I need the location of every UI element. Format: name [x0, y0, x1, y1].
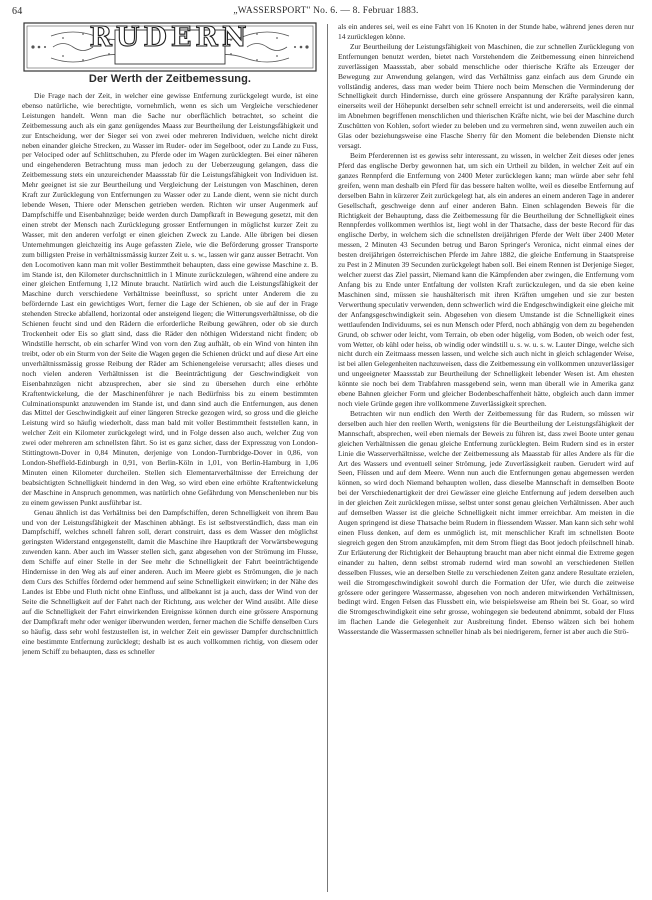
right-paragraph-2: Zur Beurtheilung der Leistungsfähigkeit von Maschinen, die zur schnellen Zurücklegung von Entfernungen benutzt werden, bietet nach Vorstehendem die Zeitbemessung einen hinreichend zuverlässigen Maassstab, aber sobald menschliche oder thierische Kräfte als Erzeuger der Bewegung zur Anwendung gelangen, wird das Verhältniss ganz einfach aus dem Grunde ein vollständig anderes, dass man weder beim Thiere noch beim Menschen die Verminderung der Schnelligkeit durch Hindernisse, durch eine grössere Anspannung der Kräfte paralysiren kann, einerseits weil der Höhepunkt derselben sehr schnell erreicht ist und andererseits, weil die einmal im Abnehmen begriffenen menschlichen und thierischen Kräfte nicht, wie bei der Maschine durch Zuschütten von Kohlen, sofort wieder zu beleben und zu vermehren sind, wenn zuweilen auch ein Glas oder beziehungsweise eine Flasche Sherry für den Moment die belebenden Dienste nicht versagt.	[338, 41, 634, 151]
page-number: 64	[12, 6, 23, 17]
right-column	[338, 22, 634, 894]
right-paragraph-3: Beim Pferderennen ist es gewiss sehr interessant, zu wissen, in welcher Zeit dieses oder jenes Pferd das englische Derby gewonnen hat, um sich ein Urtheil zu bilden, in welcher Zeit auf ein ganzes Rennpferd die Entfernung von 2400 Meter zurücklegen kann; man würde aber sehr fehl greifen, wenn man deshalb ein Pferd für das bessere halten wollte, weil es dieselbe Entfernung auf derselben Bahn in kürzerer Zeit zurückgelegt hat, als ein anderes an einem anderen Tage in anderer Gesellschaft, geschweige denn auf einer anderen Bahn. Einen schlagenden Beweis für die Richtigkeit der Behauptung, dass die Zeitbemessung für die Beurtheilung der Schnelligkeit eines Rennpferdes vollkommen werthlos ist, liegt wohl in der Thatsache, dass der beste Record für das englische Derby, in welchem sich die schnellsten dreijährigen Pferde der Welt über 2400 Meter messen, 2 Minuten 43 Secunden betrug und Baron Springer's Veronica, nicht einmal eines der besten dreijährigen österreichischen Pferde im Jahre 1882, die gleiche Entfernung in Staatspreise zu Pest in 2 Minuten 39 Secunden zurückgelegt haben soll. Bei einem Rennen ist Derjenige Sieger, welcher zuerst das Ziel passirt, Niemand kann die Kämpfenden aber zwingen, die Entfernung vom Anfang bis zu Ende unter Entfaltung der vollsten Kraft zurückzulegen, und da sie eben keine Maschinen sind, müssen sie haushälterisch mit ihren Kräften umgehen und sie zur besten Verwerthung speculativ verwenden, denn schwerlich wird die Endgeschwindigkeit eine gleiche mit der Anfangsgeschwindigkeit sein. Abgesehen von diesem Umstande ist die Schnelligkeit eines wettlaufenden Individuums, sei es nun Mensch oder Pferd, noch abhängig von dem zu begehenden Grund, ob schwer oder leicht, vom Terrain, ob eben oder hügelig, vom Boden, ob weich oder fest, vom Wetter, ob kühl oder heiss, ob windig oder windstill u. s. w. u. s. w. Lauter Dinge, welche sich nicht durch ein Zeitmaass messen lassen, und welche sich auch nicht in gleich schlagender Weise, ist bei allen Gelegenheiten nachzuweisen, dass die Zeitbemessung ein vollkommen unzuverlässiger und ungeeigneter Maassstab zur Beurtheilung der Schnelligkeit lebender Wesen ist. Am ehesten könnte sie noch bei dem Trabfahren massgebend sein, wenn man überall wie in Amerika ganz ebene Bahnen gleicher Form und gleicher Bodenbeschaffenheit hätte, obgleich auch dann immer noch viele Gründe gegen ihre vollkommene Zuverlässigkeit sprechen.	[338, 150, 634, 409]
section-banner-label: RUDERN	[89, 22, 251, 53]
left-column	[22, 22, 318, 894]
left-paragraph-1: Die Frage nach der Zeit, in welcher eine gewisse Entfernung zurückgelegt wurde, ist eine ebenso natürliche, wie berechtigte, vornehmlich, wenn es sich um Vergleiche verschiedener Leistungen handelt. Wenn man die Sache nur oberflächlich betrachtet, so scheint die Zeitbemessung auch als ein ganz genügendes Maass zur Beurtheilung der Leistungsfähigkeit und zur Entscheidung, wer der Sieger sei von zwei oder mehreren Individuen, welche nicht direkt neben einander gleiche Strecken, zu Wasser im Ruder- oder im Segelboot, oder zu Lande zu Fuss, per Velociped oder auf Schlittschuhen, zu Pferde oder im Wagen zurücklegten. Bei einer näheren und eingehenderen Betrachtung muss man jedoch zu der Ueberzeugung gelangen, dass die Zeitbemessung stets ein unzureichender Maassstab für die Leistungsfähigkeit von Individuen ist. Mehr geeignet ist sie zur Beurtheilung und Vergleichung der Leistungen von Maschinen, deren Kraft zur Zurücklegung von Entfernungen zu Wasser oder zu Lande dient, wenn sie nicht durch lebende Wesen, Thiere oder Menschen getrieben werden. Richten wir unser Augenmerk auf Dampfschiffe und Eisenbahnzüge; beide werden durch Dampfkraft in Bewegung gesetzt, mit den einen strebt der Mensch nach Zurücklegung grosser Entfernungen in möglichst kurzer Zeit zu Wasser, mit den anderen verfolgt er einen gleichen Zweck zu Lande. Alle übrigen bei diesen Unternehmungen gleichzeitig ins Auge gefassten Ziele, wie die Beförderung grosser Transporte zum billigsten Preise in verhältnissmässig kurzer Zeit u. s. w., lassen wir ganz ausser Betracht. Von den Locomotiven kann man mit voller Bestimmtheit behaupten, dass eine gewisse Maschine z. B. im Stande ist, den Kilometer durchschnittlich in 1 Minute zurückzulegen, während eine andere zu einer gleichen Entfernung 1,12 Minute braucht. Natürlich wird auch die Leistungsfähigkeit der Maschine durch verschiedene Verhältnisse beeinflusst, so spricht unter Anderem die zu befördernde Last ein gewichtiges Wort, ferner die Lage der Schienen, ob sie auf der in Frage stehenden Strecke abfallend, horizontal oder ansteigend liegen; die Witterungsverhältnisse, ob die Schienen feucht sind und den Rädern die erforderliche Reibung gewähren, oder ob sie durch Trockenheit oder Eis so glatt sind, dass die Räder den nöthigen Widerstand nicht finden; ob Windstille herrscht, ob ein scharfer Wind von vorn den Zug aufhält, ob ein Wind von hinten ihn treibt, oder ob ein Sturm von der Seite die Wagen gegen die Schienen drückt und auf diese Art eine unverhältnissmässig grosse Reibung der Räder am Schienengeleise verursacht; alles dieses und noch vielen anderen Verhältnissen ist die Beeinträchtigung der Geschwindigkeit von Eisenbahnzügen nicht abzusprechen, aber sie sind zu übersehen durch eine erhöhte Kraftentwickelung, die der Maschinenführer je nach Bedürfniss bis zu einem bestimmten Culminationspunkt anzuwenden im Stande ist, und dann sind auch die Entfernungen, aus denen das Mittel der Geschwindigkeit auf einer längeren Strecke gezogen wird, so gross und die gleiche Leistung wird so häufig wiederholt, dass man bald mit voller Bestimmtheit feststellen kann, in welcher Zeit ein Kilometer zurückgelegt wird, und in Folge dessen also auch, welcher Zug von zwei oder mehreren am schnellsten fährt. So ist es ganz sicher, dass der Expresszug von London-Stittingtown-Dover in 0,84 Minuten, derjenige von London-Turnbridge-Dover in 0,86, von London-Sheffield-Edinburgh in 0,91, von Berlin-Köln in 1,01, von Berlin-Hamburg in 1,06 Minuten einen Kilometer durcheilen. Stellen sich Elementarverhältnisse der Erreichung der beabsichtigten Schnelligkeit hindernd in den Weg, so wird eben eine erhöhte Kraftentwickelung der Maschine in Anspruch genommen, was natürlich ohne Gefährdung von Menschenleben nur bis zu einem gewissen Punkt ausführbar ist.	[22, 90, 318, 507]
right-paragraph-4: Betrachten wir nun endlich den Werth der Zeitbemessung für das Rudern, so müssen wir derselben auch hier den reellen Werth, wenigstens für die Beurtheilung der Leistungsfähigkeit der Mannschaft, absprechen, weil eben niemals der Beweis zu führen ist, dass zwei Boote unter genau gleichen Verhältnissen die genau gleiche Entfernung zurücklegten. Beim Rudern sind es in erster Linie die Wasserverhältnisse, welche der Zeitbemessung als Maasstab für alles Andere als für die Art des Wassers und eventuell seiner Strömung, jede Zuverlässigkeit rauben. Gerudert wird auf Seen, Flüssen und auf dem Meere. Wenn nun auch die Entfernungen genau abgemessen werden können, so wird doch Niemand behaupten wollen, dass dieselbe Mannschaft in demselben Boote bei der Verschiedenartigkeit der drei Gewässer eine gleiche Entfernung auf jedem derselben auch in der gleichen Zeit zurücklegen müsse, selbst unter sonst genau gleichen Verhältnissen. Aber auch auf demselben Wasser ist die gleiche Schnelligkeit nicht immer erreichbar. Am meisten in die Augen springend ist diese Thatsache beim Rudern in fliessendem Wasser. Man kann sich sehr wohl einen Fluss denken, auf dem es unmöglich ist, mit menschlicher Kraft im schnellsten Boote siegreich gegen den Strom anzukämpfen, mit dem Strom fliegt das Boot jedoch pfeilschnell hinab. Zur Erläuterung der Richtigkeit der Behauptung braucht man aber nicht einmal die Extreme gegen einander zu halten, denn selbst stromab rudernd wird man sowohl an verschiedenen Stellen desselben Flusses, wie an derselben Stelle zu verschiedenen Zeiten ganz andere Resultate erzielen, weil die Stromgeschwindigkeit sowohl durch die Formation der Ufer, wie durch die zeitweise grössere oder geringere Wassermasse, abgesehen von noch anderen mitwirkenden Verhältnissen, bedingt wird. Engen Felsen das Flussbett ein, wie beispielsweise am Rhein bei St. Goar, so wird die Stromgeschwindigkeit eine sehr grosse, wohingegen sie bedeutend abnimmt, sobald der Fluss im flachen Lande die Gelegenheit zur Ausbreitung findet. Ebenso wälzen sich bei hohem Wasserstande die Wassermassen schneller hinab als bei niedrigerem, ferner ist aber auch die Strö-	[338, 408, 634, 637]
header-title: „WASSERSPORT" No. 6. — 8. Februar 1883.	[233, 6, 419, 16]
section-banner	[23, 22, 317, 72]
page-header	[12, 4, 640, 20]
right-paragraph-1: als ein anderes sei, weil es eine Fahrt von 16 Knoten in der Stunde habe, während jenes deren nur 14 zurücklegen könne.	[338, 22, 634, 41]
column-divider	[327, 24, 328, 892]
left-paragraph-2: Genau ähnlich ist das Verhältniss bei den Dampfschiffen, deren Schnelligkeit von ihrem Bau und von der Leistungsfähigkeit der Maschinen abhängt. Es ist selbstverständlich, dass man ein Dampfschiff, welches schnell fahren soll, derart construirt, dass es dem Wasser den möglichst geringsten Widerstand entgegenstellt, damit die Maschine ihre Hauptkraft der Vorwärtsbewegung zuwenden kann. Aber auch im Wasser stellen sich, ganz abgesehen von der Strömung im Flusse, dem Schiffe auf einer Stelle in der See mehr die Schnelligkeit der Fahrt beeinträchtigende Hindernisse in den Weg als auf einer anderen. Auch im Meere giebt es Strömungen, die je nach dem Curs des Schiffes fördernd oder hemmend auf seine Schnelligkeit einwirken; in der Nähe des Landes ist Ebbe und Fluth nicht ohne Einfluss, und allbekannt ist ja auch, dass der Wind von der Seite die Schnelligkeit auf der Fahrt nach der Richtung, aus welcher der Wind ausübt. Alle diese auf die Schnelligkeit der Fahrt einwirkenden Ereignisse können durch eine grössere Anspornung der Dampfkraft mehr oder weniger überwunden werden, ferner machen die Schiffe denselben Curs so häufig, dass sehr wohl festzustellen ist, in welcher Zeit ein gewisser Dampfer durchschnittlich eine bestimmte Entfernung zurücklegt; deshalb ist es auch vollkommen richtig, von diesem oder jenem Schiff zu behaupten, dass es schneller	[22, 507, 318, 656]
article-title: Der Werth der Zeitbemessung.	[88, 73, 252, 85]
